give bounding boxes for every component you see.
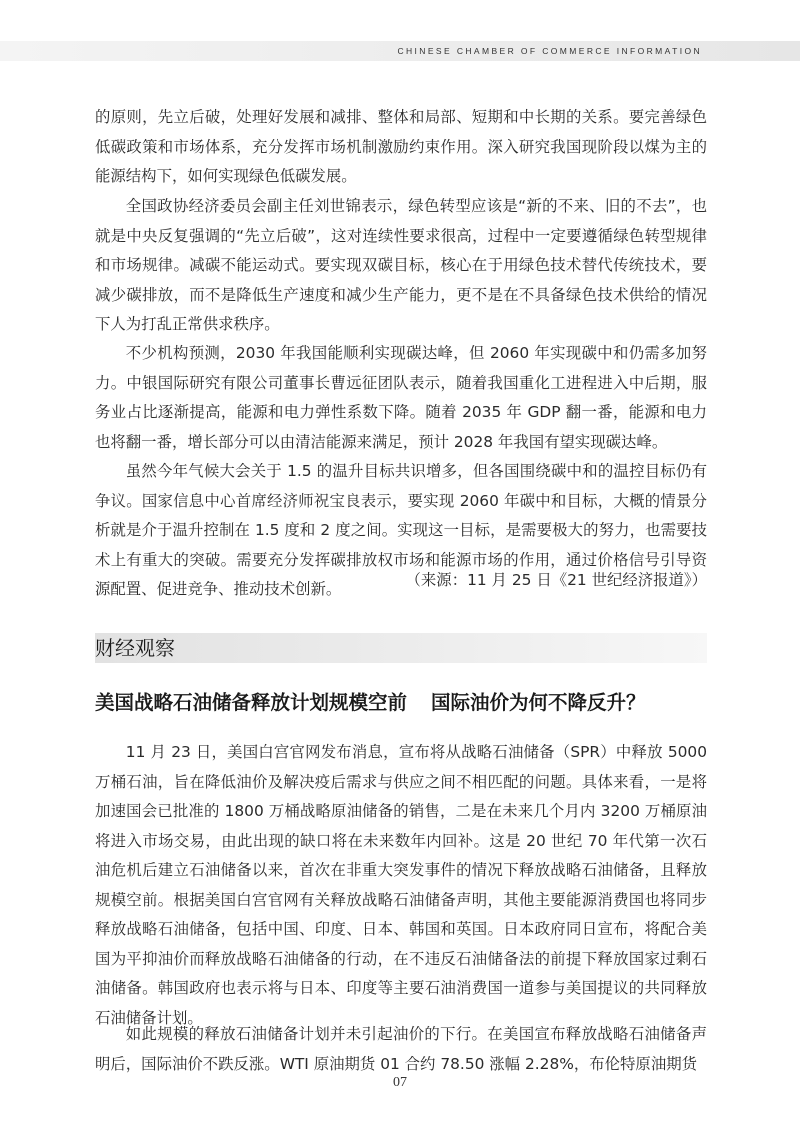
body-paragraph-4: 虽然今年气候大会关于 1.5 的温升目标共识增多，但各国围绕碳中和的温控目标仍有争议。国家信息中心首席经济师祝宝良表示，要实现 2060 年碳中和目标，大概的情景分析就是介于温升控制在 1.5 度和 2 度之间。实现这一目标，是需要极大的努力，也需要技术上有重大的突破。需要充分发挥碳排放权市场和能源市场的作用，通过价格信号引导资源配置、促进竞争、推动技术创新。 xyxy=(95,462,707,598)
section-title: 财经观察 xyxy=(95,636,175,660)
article-paragraph-2: 如此规模的释放石油储备计划并未引起油价的下行。在美国宣布释放战略石油储备声明后，国际油价不跌反涨。WTI 原油期货 01 合约 78.50 涨幅 2.28%，布伦特原油期货 xyxy=(95,1025,707,1073)
page-number: 07 xyxy=(393,1075,407,1090)
article-paragraph-1: 11 月 23 日，美国白宫官网发布消息，宣布将从战略石油储备（SPR）中释放 5000 万桶石油，旨在降低油价及解决疫后需求与供应之间不相匹配的问题。具体来看，一是将加速国会已批准的 1800 万桶战略原油储备的销售，二是在未来几个月内 3200 万桶原油将进入市场交易，由此出现的缺口将在未来数年内回补。这是 20 世纪 70 年代第一次石油危机后建立石油储备以来，首次在非重大突发事件的情况下释放战略石油储备，且释放规模空前。根据美国白宫官网有关释放战略石油储备声明，其他主要能源消费国也将同步释放战略石油储备，包括中国、印度、日本、韩国和英国。日本政府同日宣布，将配合美国为平抑油价而释放战略石油储备的行动，在不违反石油储备法的前提下释放国家过剩石油储备。韩国政府也表示将与日本、印度等主要石油消费国一道参与美国提议的共同释放石油储备计划。 xyxy=(95,743,707,1027)
header-banner xyxy=(0,41,800,61)
banner-text: CHINESE CHAMBER OF COMMERCE INFORMATION xyxy=(397,46,702,56)
headline-part-2: 国际油价为何不降反升？ xyxy=(431,691,646,714)
body-paragraph-2: 全国政协经济委员会副主任刘世锦表示，绿色转型应该是“新的不来、旧的不去”，也就是中央反复强调的“先立后破”，这对连续性要求很高，过程中一定要遵循绿色转型规律和市场规律。减碳不能运动式。要实现双碳目标，核心在于用绿色技术替代传统技术，要减少碳排放，而不是降低生产速度和减少生产能力，更不是在不具备绿色技术供给的情况下人为打乱正常供求秩序。 xyxy=(95,197,707,333)
headline-part-1: 美国战略石油储备释放计划规模空前 xyxy=(95,691,408,714)
article-headline xyxy=(95,688,735,718)
source-citation: （来源：11 月 25 日《21 世纪经济报道》） xyxy=(405,571,707,589)
section-header xyxy=(95,633,707,663)
body-paragraph-3: 不少机构预测，2030 年我国能顺利实现碳达峰，但 2060 年实现碳中和仍需多加努力。中银国际研究有限公司董事长曹远征团队表示，随着我国重化工进程进入中后期，服务业占比逐渐提高，能源和电力弹性系数下降。随着 2035 年 GDP 翻一番，能源和电力也将翻一番，增长部分可以由清洁能源来满足，预计 2028 年我国有望实现碳达峰。 xyxy=(95,344,707,451)
body-paragraph-1: 的原则，先立后破，处理好发展和减排、整体和局部、短期和中长期的关系。要完善绿色低碳政策和市场体系，充分发挥市场机制激励约束作用。深入研究我国现阶段以煤为主的能源结构下，如何实现绿色低碳发展。 xyxy=(95,108,707,185)
